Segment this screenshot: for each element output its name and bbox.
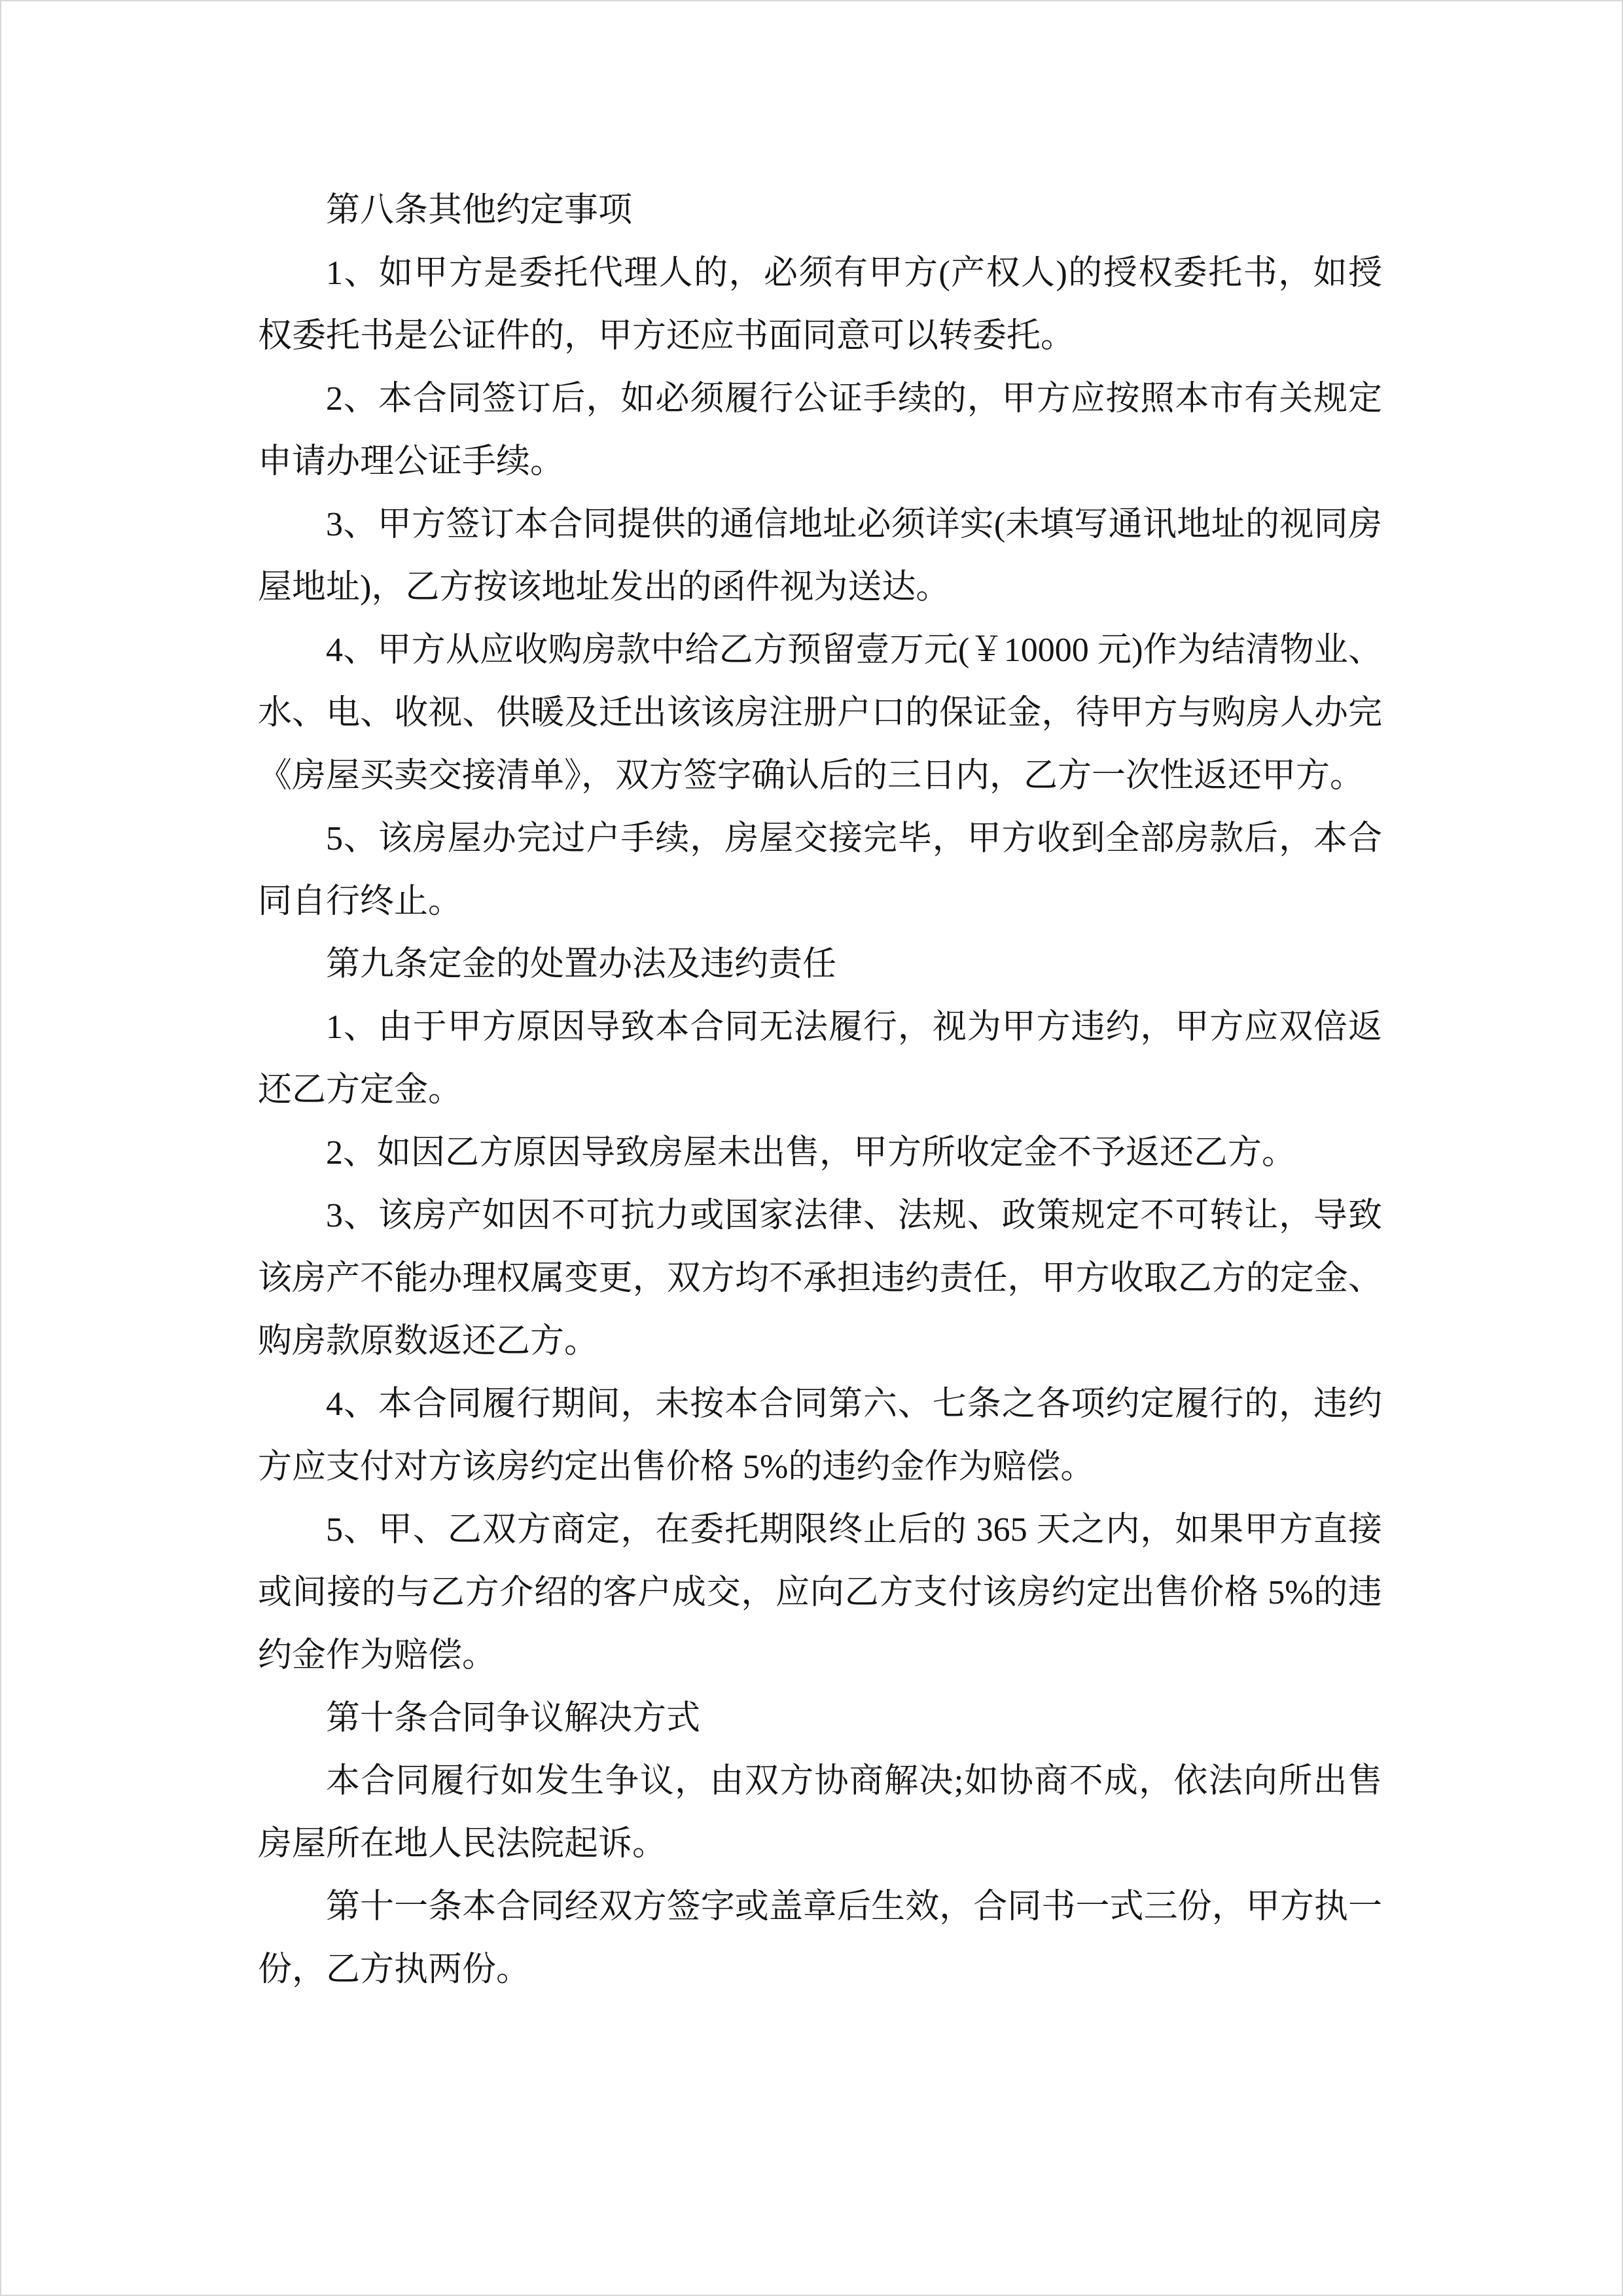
article-8-heading: 第八条其他约定事项 [326,192,633,229]
article-8-item-2: 2、本合同签订后，如必须履行公证手续的，甲方应按照本市有关规定申请办理公证手续。 [258,380,1382,480]
article-9-item-1: 1、由于甲方原因导致本合同无法履行，视为甲方违约，甲方应双倍返还乙方定金。 [258,1009,1382,1109]
article-9-heading: 第九条定金的处置办法及违约责任 [326,946,837,983]
article-8-item-1: 1、如甲方是委托代理人的，必须有甲方(产权人)的授权委托书，如授权委托书是公证件的，甲方还应书面同意可以转委托。 [258,255,1382,355]
article-8-item-5: 5、该房屋办完过户手续，房屋交接完毕，甲方收到全部房款后，本合同自行终止。 [258,820,1382,920]
article-9-item-3: 3、该房产如因不可抗力或国家法律、法规、政策规定不可转让，导致该房产不能办理权属变更，双方均不承担违约责任，甲方收取乙方的定金、购房款原数返还乙方。 [258,1197,1382,1360]
article-9-item-4: 4、本合同履行期间，未按本合同第六、七条之各项约定履行的，违约方应支付对方该房约定出售价格 5%的违约金作为赔偿。 [258,1386,1382,1486]
article-9-item-5: 5、甲、乙双方商定，在委托期限终止后的 365 天之内，如果甲方直接或间接的与乙方介绍的客户成交，应向乙方支付该房约定出售价格 5%的违约金作为赔偿。 [258,1511,1382,1674]
article-8-item-4: 4、甲方从应收购房款中给乙方预留壹万元(￥10000 元)作为结清物业、水、电、收视、供暖及迁出该该房注册户口的保证金，待甲方与购房人办完《房屋买卖交接清单》，双方签字确认后的三日内，乙方一次性返还甲方。 [258,632,1382,795]
article-11-paragraph: 第十一条本合同经双方签字或盖章后生效，合同书一式三份，甲方执一份，乙方执两份。 [258,1888,1382,1988]
article-10-body: 本合同履行如发生争议，由双方协商解决;如协商不成，依法向所出售房屋所在地人民法院起诉。 [258,1763,1382,1863]
article-8-item-3: 3、甲方签订本合同提供的通信地址必须详实(未填写通讯地址的视同房屋地址)，乙方按该地址发出的函件视为送达。 [258,506,1382,606]
article-10-heading: 第十条合同争议解决方式 [326,1700,701,1737]
article-9-item-2: 2、如因乙方原因导致房屋未出售，甲方所收定金不予返还乙方。 [326,1134,1296,1172]
